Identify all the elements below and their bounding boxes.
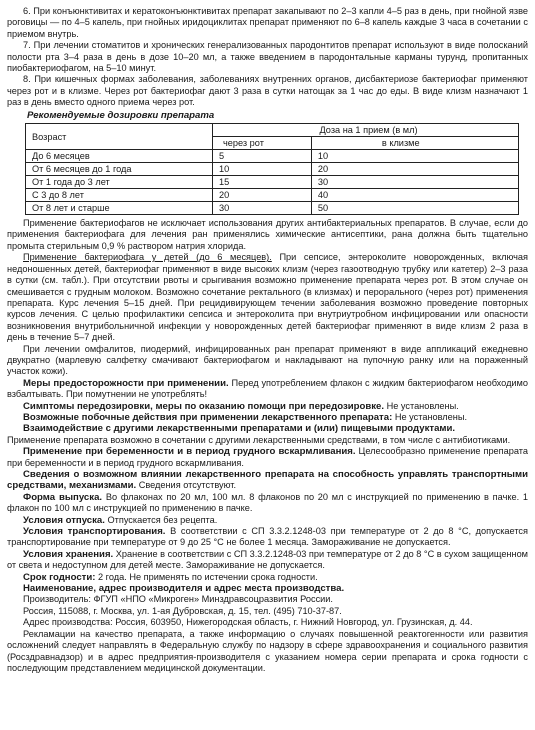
row-age: От 1 года до 3 лет: [26, 176, 213, 189]
pregnancy-text: Целесообразно применение препарата при беременности и в период грудного вскармливания.: [7, 446, 528, 468]
manufacturer-line: Россия, 115088, г. Москва, ул. 1-ая Дубровская, д. 15, тел. (495) 710-37-87.: [23, 605, 342, 616]
section-manufacturer: [7, 583, 528, 594]
form-text: Во флаконах по 20 мл, 100 мл. 8 флаконов по 20 мл с инструкцией по применению в пачке. 1 флакон по 100 мл с инструкцией по применению в пачке.: [7, 491, 528, 514]
row-oral: 30: [213, 202, 312, 215]
section-shelf-life: [7, 572, 528, 583]
row-oral: 20: [213, 189, 312, 202]
pregnancy-heading: Применение при беременности и в период грудного вскармливания.: [23, 446, 356, 458]
shelf-life-text: 2 года. Не применять по истечении срока годности.: [95, 571, 318, 582]
table-head-age: Возраст: [26, 124, 213, 150]
row-age: До 6 месяцев: [26, 150, 213, 163]
row-oral: 15: [213, 176, 312, 189]
transport-heading: Условия транспортирования.: [23, 526, 166, 538]
table-head-oral: через рот: [213, 137, 312, 150]
row-enema: 20: [311, 163, 518, 176]
manufacturer-line: Производитель: ФГУП «НПО «Микроген» Минздравсоцразвития России.: [23, 594, 333, 605]
interactions-heading: Взаимодействие с другими лекарственными препаратами и (или) пищевыми продуктами.: [23, 423, 456, 435]
section-release: [7, 515, 528, 526]
section-transport: [7, 526, 528, 549]
manufacturer-line: Адрес производства: Россия, 603950, Нижегородская область, г. Нижний Новгород, ул. Грузинская, д. 44.: [23, 617, 473, 628]
paragraph-stomatitis: 7. При лечении стоматитов и хронических генерализованных пародонтитов препарат используют в виде полосканий полости рта 3–4 раза в день в дозе 10–20 мл, а также введением в пародонтальные карманы турунд, пропитанных пиобактериофагом, на 5–10 минут.: [7, 40, 528, 74]
overdose-text: Не установлены.: [384, 400, 459, 411]
paragraph-children: [7, 252, 528, 343]
section-pregnancy: [7, 446, 528, 469]
table-row: [26, 202, 519, 215]
table-head-dose: Доза на 1 прием (в мл): [213, 124, 519, 137]
section-precautions: [7, 378, 528, 401]
section-driving: [7, 469, 528, 492]
side-effects-text: Не установлены.: [392, 411, 467, 422]
section-interactions: [7, 423, 528, 434]
section-side-effects: [7, 412, 528, 423]
section-form: [7, 492, 528, 515]
section-overdose: [7, 401, 528, 412]
side-effects-heading: Возможные побочные действия при применении лекарственного препарата:: [23, 411, 393, 423]
table-row: [26, 150, 519, 163]
form-heading: Форма выпуска.: [23, 491, 103, 503]
children-text: При сепсисе, энтероколите новорожденных, включая недоношенных детей, бактериофаг применяют в виде высоких клизм (через газоотводную трубку или катетер) 2–3 раза в сутки (см. табл.). При отсутствии рвоты и срыгивания возможно применение препарата через рот. В этом случае он смешивается с грудным молоком. Возможно сочетание ректального (в клизмах) и перорального (через рот) применения препарата. Курс лечения 5–15 дней. При рецидивирующем течении заболевания возможно проведение повторных курсов лечения. С целью профилактики сепсиса и энтероколита при внутриутробном инфицировании или опасности возникновения внутрибольничной инфекции у новорожденных детей бактериофаг применяют в виде клизм 2 раза в день в течение 5–7 дней.: [7, 252, 529, 343]
paragraph-conjunctivitis: 6. При конъюнктивитах и кератоконъюнктивитах препарат закапывают по 2–3 капли 4–5 раз в день, при гнойной язве роговицы — по 4–5 капель, при гнойных иридоциклитах препарат применяют по 6–8 капель каждые 3 часа в сочетании с приемом внутрь.: [7, 6, 528, 39]
precautions-text: Перед употреблением флакон с жидким бактериофагом необходимо взбалтывать. При помутнении не употреблять!: [7, 377, 528, 400]
table-row: [26, 176, 519, 189]
children-heading: Применение бактериофага у детей (до 6 месяцев).: [23, 252, 272, 263]
paragraph-claims: Рекламации на качество препарата, а также информацию о случаях повышенной реактогенности или развития осложнений следует направлять в Федеральную службу по надзору в сфере здравоохранения и социального развития (Росздравнадзор) и в адрес предприятия-производителя с указанием номера серии препарата и срока годности с последующим представлением медицинской документации.: [7, 628, 528, 673]
driving-text: Сведения отсутствуют.: [136, 480, 237, 491]
release-heading: Условия отпуска.: [23, 514, 105, 526]
table-head-enema: в клизме: [311, 137, 518, 150]
row-enema: 40: [311, 189, 518, 202]
dosage-table: [25, 123, 519, 215]
row-enema: 50: [311, 202, 518, 215]
storage-heading: Условия хранения.: [23, 548, 114, 560]
precautions-heading: Меры предосторожности при применении.: [23, 377, 229, 389]
section-storage: [7, 549, 528, 572]
row-enema: 10: [311, 150, 518, 163]
table-row: [26, 163, 519, 176]
manufacturer-heading: Наименование, адрес производителя и адрес места производства.: [23, 583, 345, 595]
driving-heading: Сведения о возможном влиянии лекарственного препарата на способность управлять транспортными средствами, механизмами.: [7, 469, 528, 492]
row-age: От 8 лет и старше: [26, 202, 213, 215]
table-row: [26, 189, 519, 202]
paragraph-antibacterial: Применение бактериофагов не исключает использования других антибактериальных препаратов. В случае, если до применения бактериофага для лечения ран применялись химические антисептики, рана должна быть тщательно промыта стерильным 0,9 % раствором натрия хлорида.: [7, 218, 528, 251]
row-age: От 6 месяцев до 1 года: [26, 163, 213, 176]
row-oral: 10: [213, 163, 312, 176]
shelf-life-heading: Срок годности:: [23, 571, 96, 583]
transport-text: В соответствии с СП 3.3.2.1248-03 при температуре от 2 до 8 °С, допускается транспортирование при температуре от 9 до 25 °С не более 1 месяца. Замораживание не допускается.: [7, 526, 528, 548]
row-enema: 30: [311, 176, 518, 189]
row-age: С 3 до 8 лет: [26, 189, 213, 202]
interactions-text: Применение препарата возможно в сочетании с другими лекарственными средствами, в том числе с антибиотиками.: [7, 434, 511, 445]
dosage-title: Рекомендуемые дозировки препарата: [27, 109, 215, 121]
overdose-heading: Симптомы передозировки, меры по оказанию помощи при передозировке.: [23, 400, 385, 412]
release-text: Отпускается без рецепта.: [104, 514, 218, 525]
row-oral: 5: [213, 150, 312, 163]
storage-text: Хранение в соответствии с СП 3.3.2.1248-03 при температуре от 2 до 8 °С в сухом защищенном от света и недоступном для детей месте. Замораживание не допускается.: [7, 548, 529, 571]
paragraph-intestinal: 8. При кишечных формах заболевания, заболеваниях внутренних органов, дисбактериозе бактериофаг применяют через рот и в клизме. Через рот бактериофаг дают 3 раза в сутки натощак за 1 час до еды. В виде клизм назначают 1 раз в день вместо одного приема через рот.: [7, 74, 528, 108]
paragraph-omphalitis: При лечении омфалитов, пиодермий, инфицированных ран препарат применяют в виде аппликаций ежедневно двукратно (марлевую салфетку смачивают бактериофагом и накладывают на пупочную ранку или на пораженный участок кожи).: [7, 343, 528, 377]
